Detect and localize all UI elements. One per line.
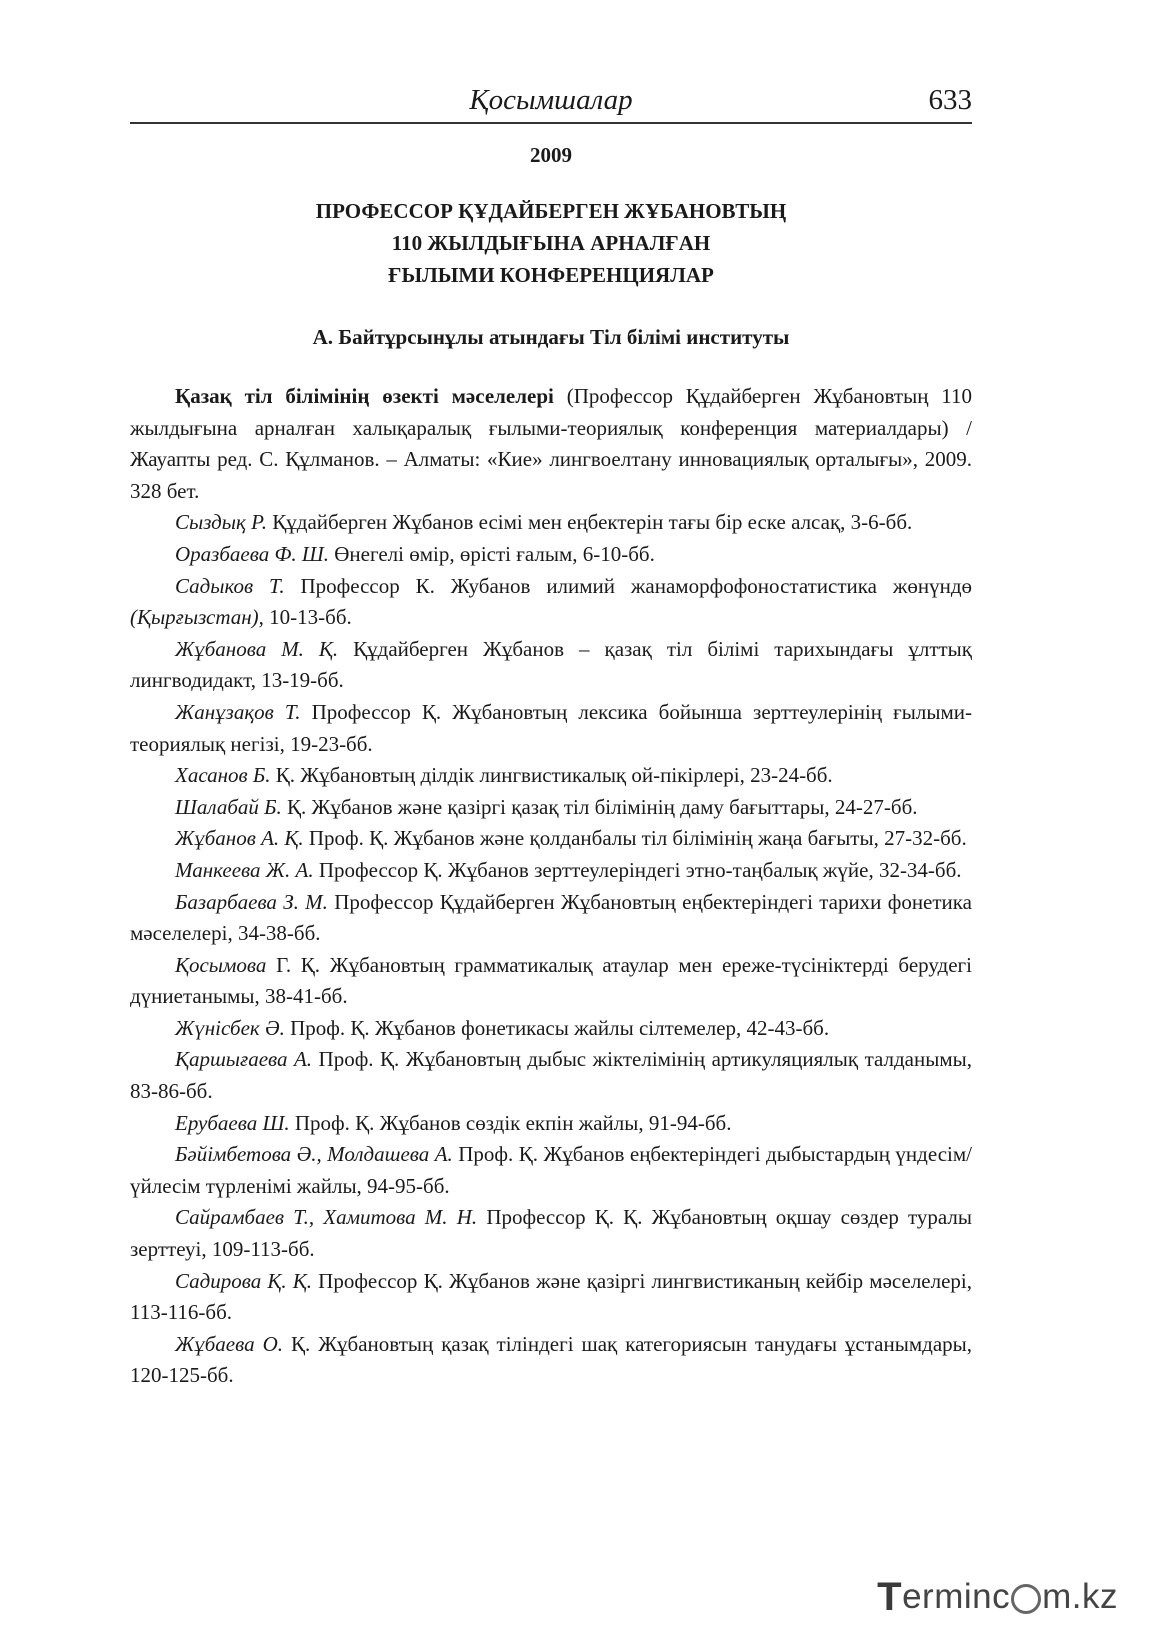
bibliography-entry xyxy=(130,1044,972,1107)
logo-text: erminc xyxy=(902,1577,1011,1616)
bibliography-entry xyxy=(130,887,972,950)
entry-country: (Қырғызстан), xyxy=(130,605,264,630)
entry-pages: 10-13-бб. xyxy=(263,605,352,630)
entry-author: Жанұзақов Т. xyxy=(175,699,301,724)
entry-author: Оразбаева Ф. Ш. xyxy=(175,541,330,566)
entry-text: Профессор Қ. Жұбанов және қазіргі лингвистиканың кейбір мәселелері, 113-116-бб. xyxy=(130,1268,973,1325)
entry-text: Құдайберген Жұбанов есімі мен еңбектерін тағы бір еске алсақ, 3-6-бб. xyxy=(267,510,913,535)
lead-entry-title: Қазақ тіл білімінің өзекті мәселелері xyxy=(175,384,554,408)
entry-author: Манкеева Ж. А. xyxy=(175,857,314,882)
globe-icon xyxy=(1011,1584,1041,1614)
bibliography-entry xyxy=(130,1108,972,1140)
section-year: 2009 xyxy=(530,143,572,167)
bibliography-entry xyxy=(130,1329,972,1392)
bibliography-entry xyxy=(130,950,972,1013)
entry-text: Проф. Қ. Жұбанов сөздік екпін жайлы, 91-94-бб. xyxy=(289,1110,732,1135)
entry-author: Қаршығаева А. xyxy=(175,1047,313,1072)
entry-text: Өнегелі өмір, өрісті ғалым, 6-10-бб. xyxy=(329,541,655,566)
logo-letter: T xyxy=(877,1574,903,1619)
section-heading xyxy=(130,195,972,291)
entry-author: Бәйімбетова Ә., Молдашева А. xyxy=(175,1142,453,1167)
entry-author: Шалабай Б. xyxy=(175,794,282,819)
entry-list xyxy=(130,507,972,1392)
entry-text: Құдайберген Жұбанов – қазақ тіл білімі тарихындағы ұлттық лингводидакт, 13-19-бб. xyxy=(130,636,972,693)
entry-text: Проф. Қ. Жұбанов және қолданбалы тіл білімінің жаңа бағыты, 27-32-бб. xyxy=(303,826,967,851)
institute-heading: А. Байтұрсынұлы атындағы Тіл білімі институты xyxy=(312,325,790,349)
entry-author: Садирова Қ. Қ. xyxy=(175,1268,312,1293)
running-title: Қосымшалар xyxy=(469,84,633,116)
bibliography-entry xyxy=(130,507,972,539)
heading-line: ҒЫЛЫМИ КОНФЕРЕНЦИЯЛАР xyxy=(388,263,714,287)
bibliography-entry xyxy=(130,792,972,824)
entry-author: Сайрамбаев Т., Хамитова М. Н. xyxy=(175,1205,478,1230)
lead-entry-text: (Профессор Құдайберген Жұбановтың 110 жылдығына арналған халықаралық ғылыми-теориялық конференция материалдары) / Жауапты ред. С. Құлманов. – Алматы: «Кие» лингвоелтану инновациялық орталығы», 2009. 328 бет. xyxy=(130,384,972,503)
entry-author: Ерубаева Ш. xyxy=(175,1110,290,1135)
entry-text: Проф. Қ. Жұбановтың дыбыс жіктелімінің артикуляциялық талданымы, 83-86-бб. xyxy=(130,1047,972,1104)
bibliography-entry xyxy=(130,539,972,571)
bibliography-entry xyxy=(130,697,972,760)
logo-text-end: m.kz xyxy=(1042,1577,1118,1616)
entry-author: Сыздық Р. xyxy=(175,510,268,535)
bibliography-entry xyxy=(130,855,972,887)
bibliography-entry xyxy=(130,1202,972,1265)
bibliography-body xyxy=(130,381,972,1392)
entry-text: Қ. Жұбанов және қазіргі қазақ тіл білімінің даму бағыттары, 24-27-бб. xyxy=(281,794,918,819)
entry-author: Хасанов Б. xyxy=(175,763,271,788)
termincom-logo xyxy=(877,1575,1118,1619)
page-number: 633 xyxy=(928,84,972,116)
entry-text: Профессор К. Жубанов илимий жанаморфофоностатистика жөнүндө xyxy=(284,573,972,598)
bibliography-entry xyxy=(130,634,972,697)
entry-author: Қосымова xyxy=(175,952,267,977)
entry-text: Профессор Қ. Қ. Жұбановтың оқшау сөздер туралы зерттеуі, 109-113-бб. xyxy=(130,1205,972,1262)
entry-text: Профессор Қ. Жұбановтың лексика бойынша зерттеулерінің ғылыми-теориялық негізі, 19-23-бб. xyxy=(130,699,972,756)
entry-text: Проф. Қ. Жұбанов еңбектеріндегі дыбыстардың үндесім/үйлесім түрленімі жайлы, 94-95-бб. xyxy=(130,1142,972,1198)
entry-author: Жұбаева О. xyxy=(175,1331,283,1356)
page-header xyxy=(130,82,972,124)
bibliography-entry xyxy=(130,571,972,634)
entry-author: Базарбаева З. М. xyxy=(175,889,328,914)
entry-author: Жұбанов А. Қ. xyxy=(175,826,304,851)
entry-text: Қ. Жұбановтың қазақ тіліндегі шақ категориясын танудағы ұстанымдары, 120-125-бб. xyxy=(130,1331,972,1388)
heading-line: 110 ЖЫЛДЫҒЫНА АРНАЛҒАН xyxy=(391,231,711,255)
entry-text: Қ. Жұбановтың ділдік лингвистикалық ой-пікірлері, 23-24-бб. xyxy=(270,763,833,788)
lead-entry xyxy=(130,381,972,507)
entry-author: Жұбанова М. Қ. xyxy=(175,636,339,661)
bibliography-entry xyxy=(130,823,972,855)
entry-author: Садыков Т. xyxy=(175,573,285,598)
entry-text: Проф. Қ. Жұбанов фонетикасы жайлы сілтемелер, 42-43-бб. xyxy=(284,1015,830,1040)
entry-text: Профессор Құдайберген Жұбановтың еңбектеріндегі тарихи фонетика мәселелері, 34-38-бб. xyxy=(130,889,972,946)
bibliography-entry xyxy=(130,1266,972,1329)
entry-text: Профессор Қ. Жұбанов зерттеулеріндегі этно-таңбалық жүйе, 32-34-бб. xyxy=(313,857,962,882)
bibliography-entry xyxy=(130,1013,972,1045)
bibliography-entry xyxy=(130,1139,972,1202)
entry-author: Жүнісбек Ә. xyxy=(175,1015,285,1040)
heading-line: ПРОФЕССОР ҚҰДАЙБЕРГЕН ЖҰБАНОВТЫҢ xyxy=(315,199,787,223)
entry-text: Г. Қ. Жұбановтың грамматикалық атаулар мен ереже-түсініктерді берудегі дүниетанымы, 38-41-бб. xyxy=(130,952,972,1009)
bibliography-entry xyxy=(130,760,972,792)
